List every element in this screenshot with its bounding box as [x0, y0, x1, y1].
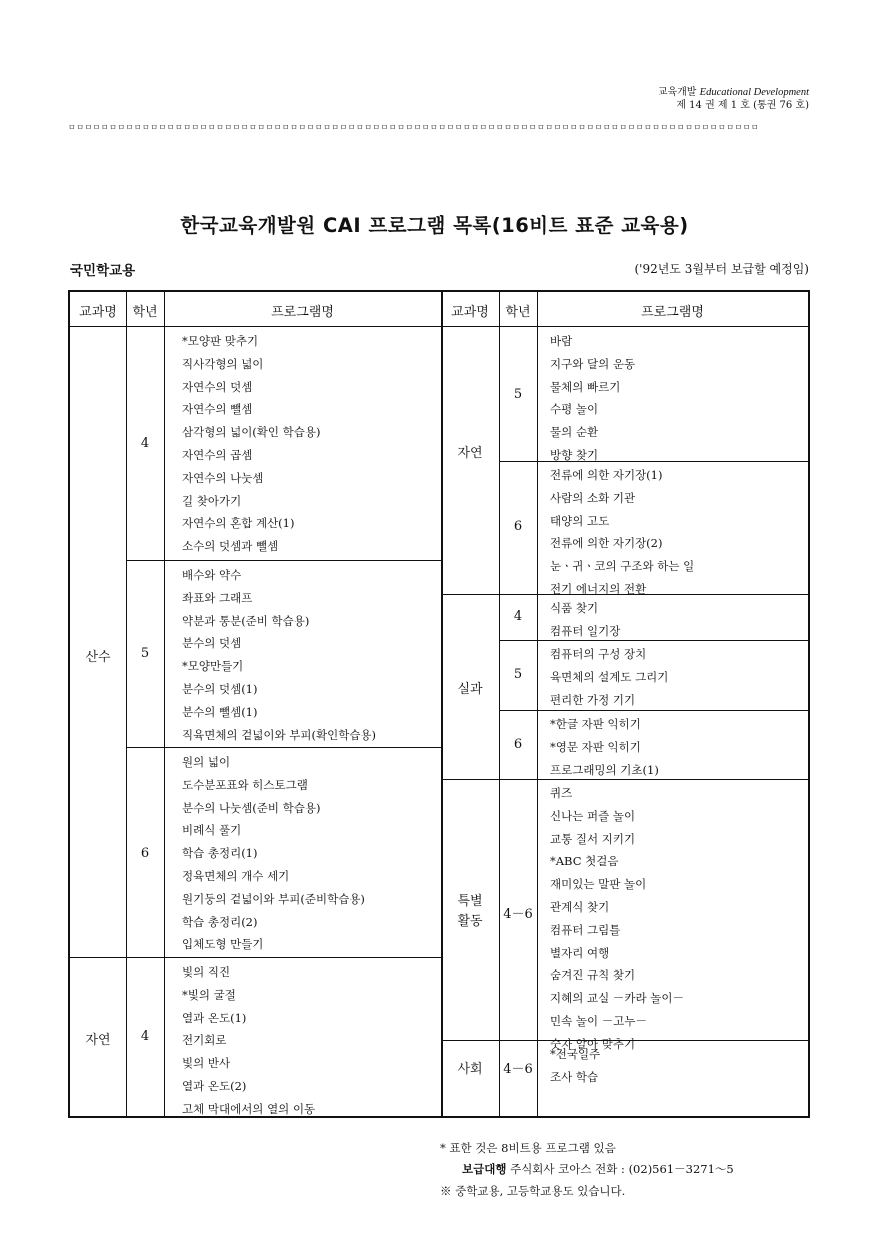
issue-info: 제 14 권 제 1 호 (통권 76 호): [676, 100, 809, 111]
asterisk-footnote: * 표한 것은 8비트용 프로그램 있음: [440, 1141, 616, 1155]
list-item: 입체도형 만들기: [182, 937, 264, 952]
grade-social: 4－6: [503, 1062, 533, 1077]
distributor-label: 보급대행: [462, 1162, 507, 1176]
list-item: 전기 에너지의 전환: [550, 581, 647, 596]
header-grade-right: 학년: [505, 305, 531, 320]
list-item: 빛의 직진: [182, 965, 231, 979]
list-item: 열과 온도(2): [182, 1078, 247, 1093]
program-list-nature-5: [550, 330, 635, 467]
header-grade: 학년: [132, 305, 158, 320]
list-item: *빛의 굴절: [182, 987, 236, 1002]
list-item: 자연수의 혼합 계산(1): [182, 516, 295, 531]
availability-note: ※ 중학교용, 고등학교용도 있습니다.: [440, 1184, 626, 1198]
program-list-special: [550, 782, 684, 1056]
list-item: *모양판 맞추기: [182, 334, 259, 348]
list-item: 분수의 덧셈: [182, 636, 242, 651]
subject-math: 산수: [85, 650, 111, 665]
list-item: 좌표와 그래프: [182, 590, 253, 605]
list-item: 전기회로: [182, 1033, 227, 1048]
journal-name-ko: 교육개발: [657, 87, 697, 98]
list-item: 배수와 약수: [182, 568, 242, 582]
header-subject: 교과명: [79, 305, 117, 320]
list-item: 분수의 뺄셈(1): [182, 704, 258, 719]
list-item: 프로그래밍의 기초(1): [550, 762, 659, 777]
list-item: 민속 놀이 －고누－: [550, 1013, 647, 1028]
grade-math-6: 6: [140, 846, 150, 861]
program-table: [68, 290, 810, 1118]
subject-special-activity: [441, 892, 499, 932]
distributor-info: 주식회사 코아스 전화 : (02)561－3271～5: [510, 1162, 734, 1176]
list-item: 길 찾아가기: [182, 493, 242, 508]
program-list-practical-5: [550, 643, 668, 711]
list-item: *모양만들기: [182, 659, 244, 674]
list-item: 학습 총정리(2): [182, 914, 258, 929]
list-item: 육면체의 설계도 그리기: [550, 669, 669, 684]
list-item: 컴퓨터의 구성 장치: [550, 647, 647, 661]
list-item: 지구와 달의 운동: [550, 356, 636, 371]
list-item: 퀴즈: [550, 786, 573, 800]
list-item: 태양의 고도: [550, 513, 610, 528]
decorative-divider: ㅁㅁㅁㅁㅁㅁㅁㅁㅁㅁㅁㅁㅁㅁㅁㅁㅁㅁㅁㅁㅁㅁㅁㅁㅁㅁㅁㅁㅁㅁㅁㅁㅁㅁㅁㅁㅁㅁㅁㅁㅁㅁㅁㅁㅁㅁㅁㅁㅁㅁㅁㅁㅁㅁㅁㅁㅁㅁㅁㅁㅁㅁㅁㅁㅁㅁㅁㅁㅁㅁㅁㅁㅁㅁㅁㅁㅁㅁㅁㅁㅁㅁㅁㅁ: [68, 123, 760, 132]
list-item: 숨겨진 규칙 찾기: [550, 968, 636, 983]
list-item: 컴퓨터 그림틀: [550, 922, 621, 937]
list-item: 분수의 덧셈(1): [182, 681, 258, 696]
program-list-math-5: [182, 564, 376, 746]
grade-practical-5: 5: [513, 667, 523, 682]
list-item: 도수분포표와 히스토그램: [182, 777, 308, 792]
list-item: 빛의 반사: [182, 1056, 231, 1071]
header-program-right: 프로그램명: [641, 305, 704, 320]
list-item: 원기둥의 겉넓이와 부피(준비학습용): [182, 891, 365, 906]
list-item: 자연수의 곱셈: [182, 447, 253, 462]
list-item: *ABC 첫걸음: [550, 854, 619, 869]
subject-practical: 실과: [457, 682, 483, 697]
list-item: *한글 자판 익히기: [550, 717, 641, 731]
journal-name-en: Educational Development: [699, 87, 809, 98]
list-item: 정육면체의 개수 세기: [182, 868, 290, 883]
program-list-nature-4: [182, 961, 315, 1121]
subject-nature-right: 자연: [457, 446, 483, 461]
list-item: *영문 자판 익히기: [550, 739, 641, 754]
list-item: 자연수의 나눗셈: [182, 470, 264, 485]
journal-header: [658, 86, 809, 112]
list-item: 사람의 소화 기관: [550, 490, 636, 505]
section-heading: 국민학교용: [70, 263, 136, 279]
subject-social: 사회: [457, 1062, 483, 1077]
list-item: 분수의 나눗셈(준비 학습용): [182, 800, 321, 815]
grade-practical-4: 4: [513, 609, 523, 624]
list-item: 직사각형의 넓이: [182, 356, 264, 371]
grade-nature-5: 5: [513, 387, 523, 402]
list-item: 약분과 통분(준비 학습용): [182, 613, 310, 628]
list-item: 재미있는 말판 놀이: [550, 877, 647, 892]
list-item: 물체의 빠르기: [550, 379, 621, 394]
subject-nature-left: 자연: [85, 1033, 111, 1048]
list-item: 조사 학습: [550, 1069, 599, 1084]
list-item: 원의 넓이: [182, 755, 231, 769]
program-list-nature-6: [550, 464, 694, 601]
list-item: 별자리 여행: [550, 945, 610, 960]
program-list-practical-6: [550, 713, 659, 781]
list-item: 자연수의 뺄셈: [182, 402, 253, 417]
list-item: 신나는 퍼즐 놀이: [550, 808, 636, 823]
distributor-line: [462, 1161, 734, 1177]
grade-practical-6: 6: [513, 737, 523, 752]
list-item: 수평 놀이: [550, 402, 599, 417]
program-list-math-4: [182, 330, 320, 558]
list-item: 전류에 의한 자기장(1): [550, 468, 663, 482]
distribution-note: ('92년도 3월부터 보급할 예정임): [634, 262, 809, 276]
header-program: 프로그램명: [271, 305, 334, 320]
list-item: 컴퓨터 일기장: [550, 623, 621, 638]
list-item: 숫자 알아 맞추기: [550, 1036, 636, 1051]
list-item: 눈ㆍ귀ㆍ코의 구조와 하는 일: [550, 559, 695, 574]
list-item: 소수의 덧셈과 뺄셈: [182, 539, 279, 554]
grade-math-4: 4: [140, 436, 150, 451]
program-list-math-6: [182, 751, 365, 956]
list-item: 학습 총정리(1): [182, 846, 258, 861]
list-item: 삼각형의 넓이(확인 학습용): [182, 425, 321, 440]
list-item: 편리한 가정 기기: [550, 692, 636, 707]
list-item: 방향 찾기: [550, 447, 599, 462]
program-list-practical-4: [550, 597, 620, 643]
list-item: 바람: [550, 334, 573, 348]
list-item: 식품 찾기: [550, 601, 599, 615]
list-item: 열과 온도(1): [182, 1010, 247, 1025]
grade-nature-6: 6: [513, 519, 523, 534]
grade-nature-4: 4: [140, 1029, 150, 1044]
grade-special: 4－6: [503, 907, 533, 922]
program-list-social: [550, 1043, 600, 1089]
page-title: 한국교육개발원 CAI 프로그램 목록(16비트 표준 교육용): [180, 214, 689, 237]
list-item: *전국일주: [550, 1047, 601, 1061]
list-item: 비례식 풀기: [182, 823, 242, 838]
subject-special-line1: 특별: [457, 894, 483, 909]
header-subject-right: 교과명: [451, 305, 489, 320]
list-item: 관계식 찾기: [550, 899, 610, 914]
list-item: 지혜의 교실 －카라 놀이－: [550, 991, 684, 1006]
list-item: 전류에 의한 자기장(2): [550, 536, 663, 551]
list-item: 직육면체의 겉넓이와 부피(확인학습용): [182, 727, 377, 742]
list-item: 자연수의 덧셈: [182, 379, 253, 394]
list-item: 물의 순환: [550, 425, 599, 440]
grade-math-5: 5: [140, 646, 150, 661]
list-item: 고체 막대에서의 열의 이동: [182, 1101, 316, 1116]
subject-special-line2: 활동: [457, 914, 483, 929]
list-item: 교통 질서 지키기: [550, 831, 636, 846]
